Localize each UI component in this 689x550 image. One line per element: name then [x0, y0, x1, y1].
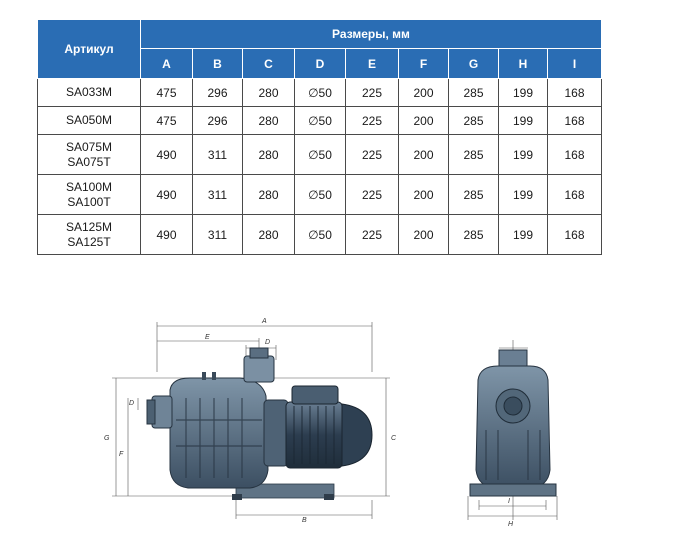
article-code: SA033M [65, 85, 113, 99]
dimension-cell: 199 [499, 215, 548, 255]
dimension-cell: 285 [449, 79, 499, 107]
dimension-cell: ∅50 [295, 175, 346, 215]
dim-label-h: H [508, 521, 514, 528]
dimension-cell: 311 [193, 175, 243, 215]
dim-label-c: C [391, 435, 397, 442]
column-header-g: G [449, 49, 499, 79]
article-code: SA050M [65, 113, 113, 127]
article-header: Артикул [38, 20, 141, 79]
dimensions-group-header: Размеры, мм [141, 20, 602, 49]
dimension-cell: 225 [346, 107, 399, 135]
dimension-cell: 199 [499, 107, 548, 135]
dimension-cell: 280 [243, 107, 295, 135]
dimension-cell: 168 [548, 79, 602, 107]
dimension-cell: ∅50 [295, 107, 346, 135]
dimension-cell: 200 [399, 107, 449, 135]
dim-label-i: I [508, 498, 510, 505]
dimension-cell: 168 [548, 175, 602, 215]
column-header-h: H [499, 49, 548, 79]
article-code: SA075M [65, 139, 113, 154]
dimension-cell: 475 [141, 107, 193, 135]
article-code: SA125T [67, 234, 111, 249]
article-code: SA100T [67, 194, 111, 209]
dimension-cell: 280 [243, 79, 295, 107]
column-header-c: C [243, 49, 295, 79]
dimension-cell: ∅50 [295, 79, 346, 107]
dimension-cell: 280 [243, 135, 295, 175]
article-code: SA125M [65, 219, 113, 234]
dim-label-f: F [119, 451, 124, 458]
column-header-a: A [141, 49, 193, 79]
dimension-cell: 490 [141, 215, 193, 255]
dim-label-g: G [104, 435, 110, 442]
dimension-cell: 475 [141, 79, 193, 107]
dim-label-b: B [302, 517, 307, 524]
dimension-cell: 296 [193, 107, 243, 135]
dimension-cell: 285 [449, 135, 499, 175]
dimension-cell: 280 [243, 215, 295, 255]
article-code: SA075T [67, 154, 111, 169]
dim-label-a: A [262, 318, 267, 325]
dimension-cell: 285 [449, 107, 499, 135]
dimension-cell: 199 [499, 79, 548, 107]
dimension-cell: 225 [346, 79, 399, 107]
dimension-cell: 296 [193, 79, 243, 107]
dimension-cell: 200 [399, 175, 449, 215]
dimension-cell: 200 [399, 135, 449, 175]
dimension-cell: 168 [548, 135, 602, 175]
column-header-f: F [399, 49, 449, 79]
dim-label-d-top: D [265, 339, 271, 346]
dimension-cell: 490 [141, 175, 193, 215]
dimension-cell: 199 [499, 175, 548, 215]
dimension-cell: 225 [346, 135, 399, 175]
dimension-cell: 199 [499, 135, 548, 175]
pump-side-view [104, 318, 397, 524]
dimension-cell: 311 [193, 135, 243, 175]
dimension-cell: 200 [399, 79, 449, 107]
dimension-cell: 285 [449, 215, 499, 255]
column-header-e: E [346, 49, 399, 79]
dimension-cell: 168 [548, 107, 602, 135]
pump-front-view [468, 340, 557, 528]
dimension-cell: ∅50 [295, 215, 346, 255]
dimension-cell: 280 [243, 175, 295, 215]
dimension-cell: 311 [193, 215, 243, 255]
column-header-d: D [295, 49, 346, 79]
dim-label-e: E [205, 334, 210, 341]
dimension-cell: 225 [346, 215, 399, 255]
dimension-cell: 168 [548, 215, 602, 255]
column-header-b: B [193, 49, 243, 79]
dimension-cell: 225 [346, 175, 399, 215]
dimension-cell: 490 [141, 135, 193, 175]
column-header-i: I [548, 49, 602, 79]
article-code: SA100M [65, 179, 113, 194]
dimension-cell: 285 [449, 175, 499, 215]
dim-label-d-left: D [129, 400, 135, 407]
dimension-cell: 200 [399, 215, 449, 255]
dimension-cell: ∅50 [295, 135, 346, 175]
